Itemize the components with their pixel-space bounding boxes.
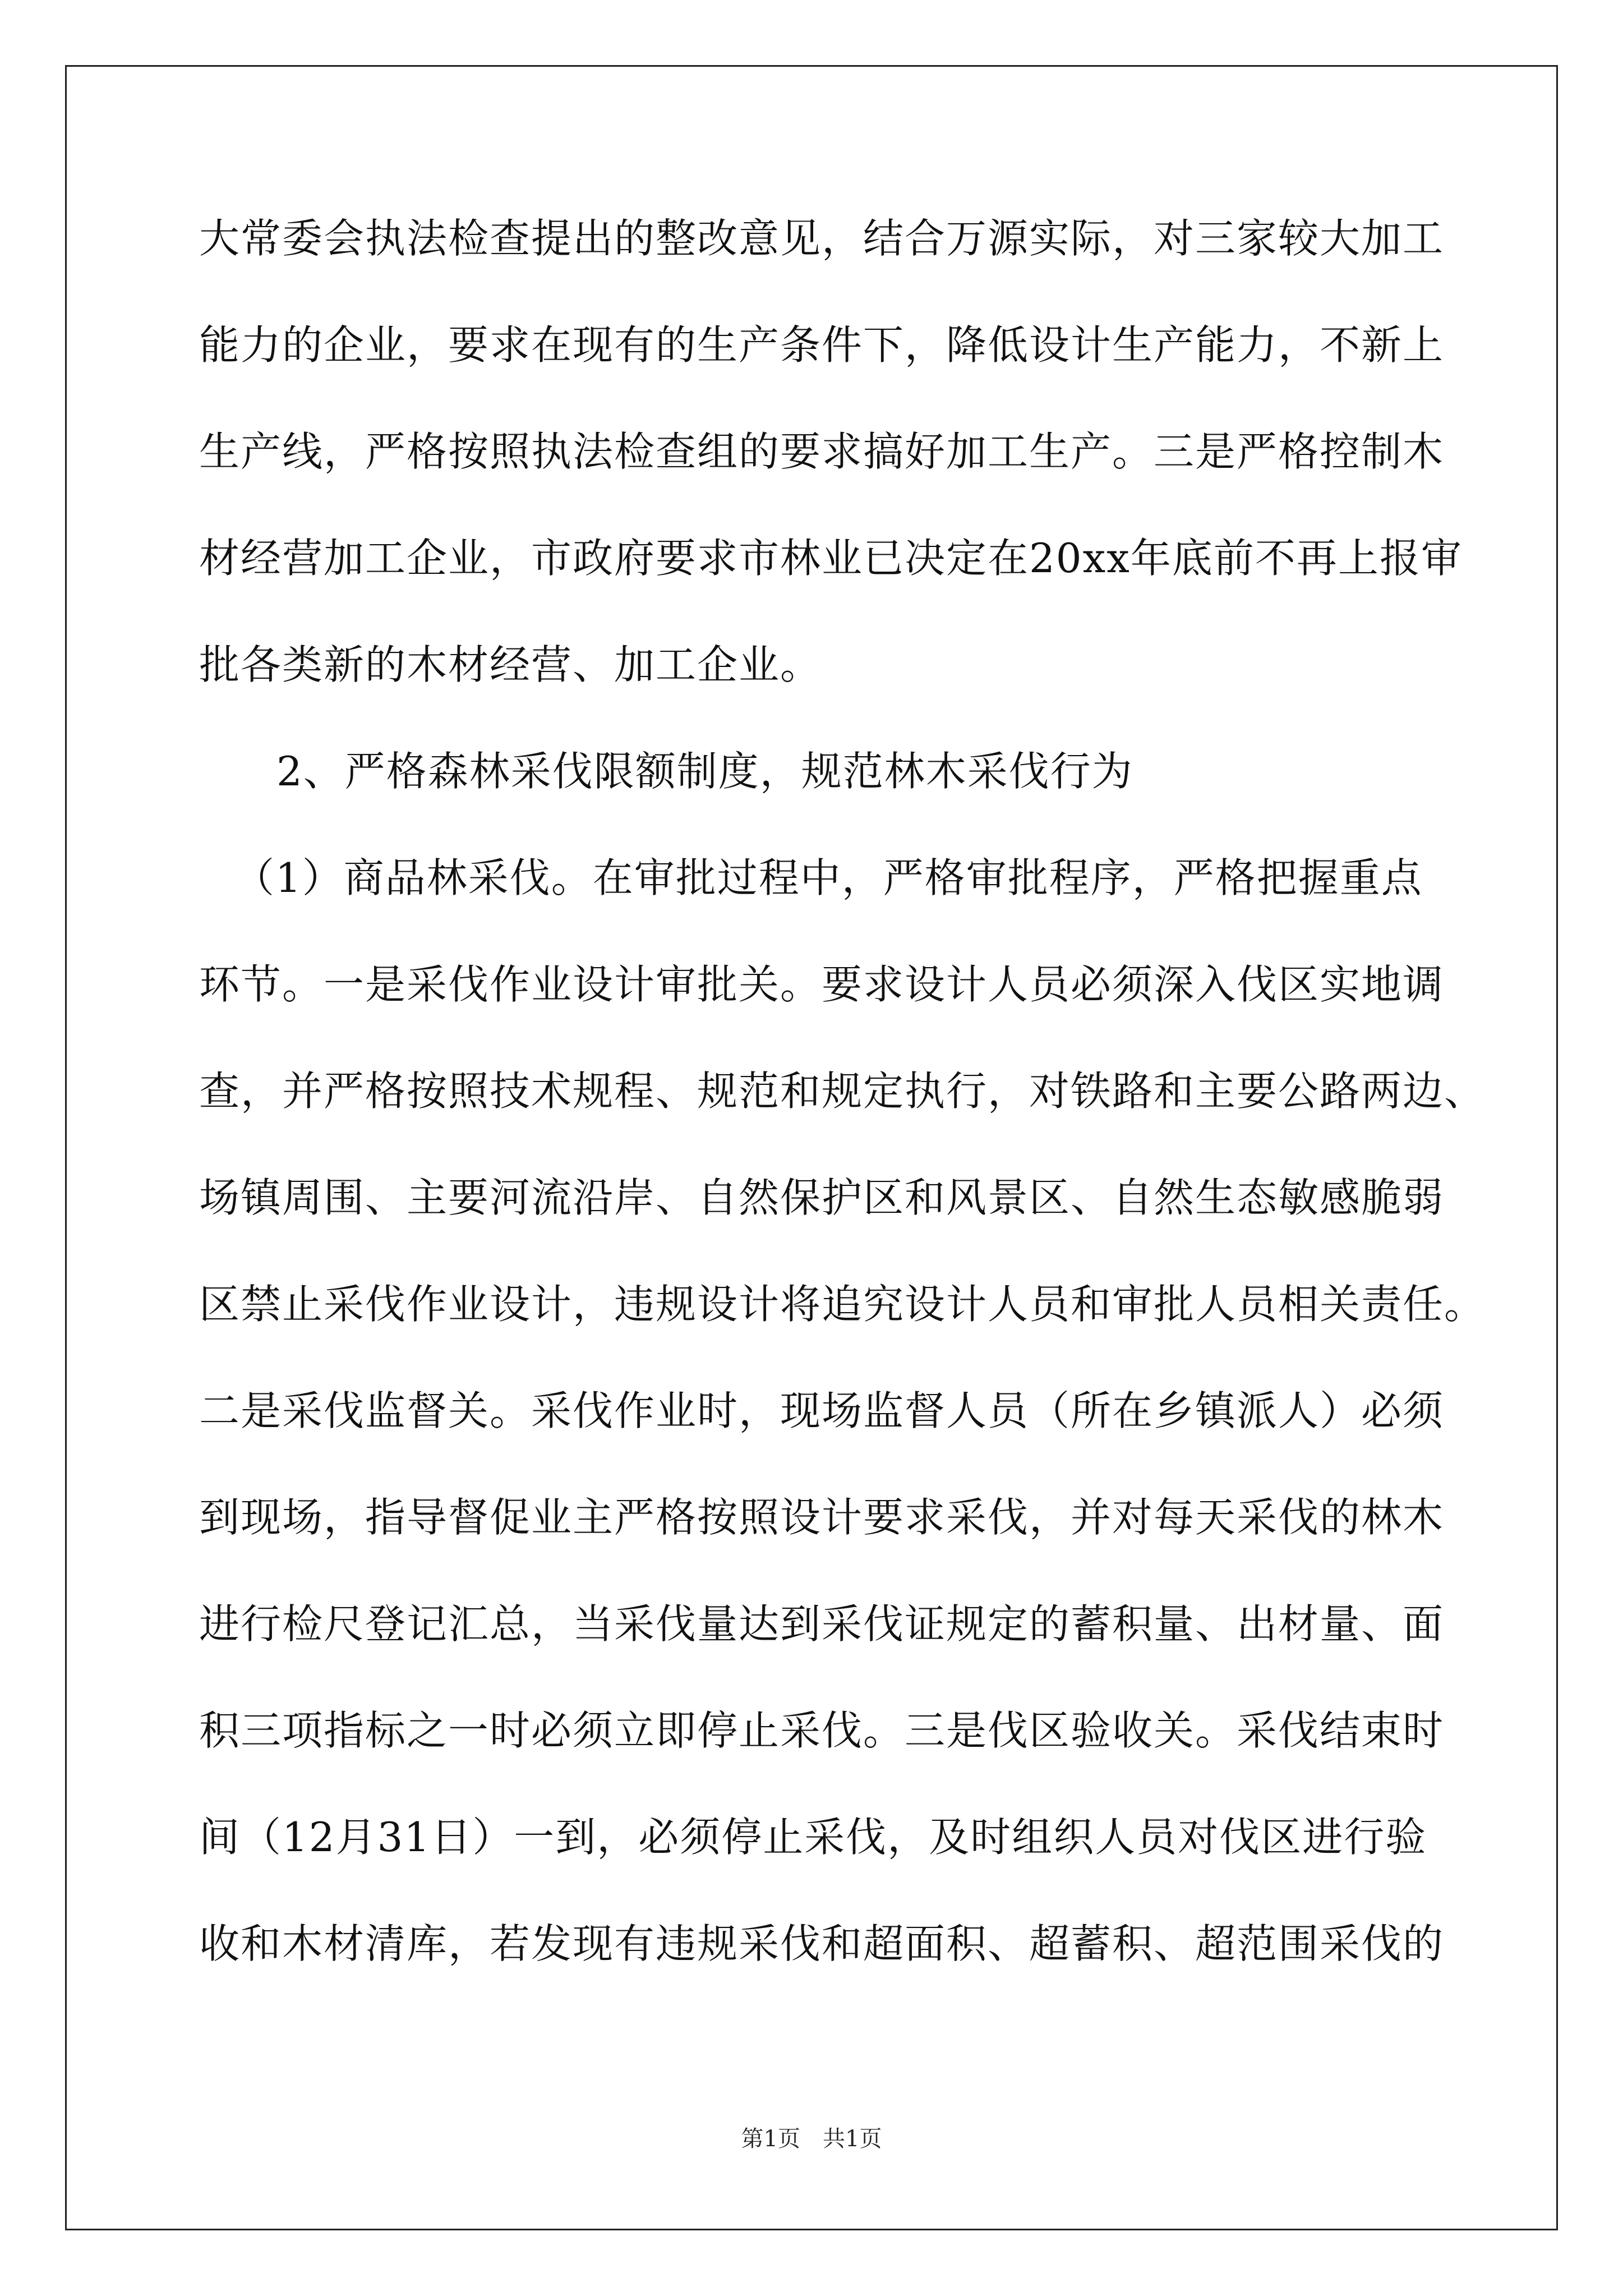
text-line: 进行检尺登记汇总，当采伐量达到采伐证规定的蓄积量、出材量、面 (199, 1600, 1445, 1648)
text-line: 间（12月31日）一到，必须停止采伐，及时组织人员对伐区进行验 (199, 1814, 1427, 1861)
text-line: 二是采伐监督关。采伐作业时，现场监督人员（所在乡镇派人）必须 (199, 1387, 1445, 1434)
page-border (65, 65, 1558, 2230)
page-footer: 第1页 共1页 (741, 2126, 882, 2152)
text-line: 查，并严格按照技术规程、规范和规定执行，对铁路和主要公路两边、 (199, 1068, 1486, 1115)
text-line: 场镇周围、主要河流沿岸、自然保护区和风景区、自然生态敏感脆弱 (199, 1174, 1445, 1221)
text-line: （1）商品林采伐。在审批过程中，严格审批程序，严格把握重点 (234, 854, 1423, 901)
text-line: 生产线，严格按照执法检查组的要求搞好加工生产。三是严格控制木 (199, 428, 1445, 475)
section-heading: 2、严格森林采伐限额制度，规范林木采伐行为 (276, 748, 1133, 795)
text-line: 能力的企业，要求在现有的生产条件下，降低设计生产能力，不新上 (199, 321, 1445, 369)
text-line: 批各类新的木材经营、加工企业。 (199, 641, 822, 688)
text-line: 到现场，指导督促业主严格按照设计要求采伐，并对每天采伐的林木 (199, 1494, 1445, 1541)
text-line: 材经营加工企业，市政府要求市林业已决定在20xx年底前不再上报审 (199, 535, 1463, 582)
text-line: 区禁止采伐作业设计，违规设计将追究设计人员和审批人员相关责任。 (199, 1281, 1486, 1328)
text-line: 环节。一是采伐作业设计审批关。要求设计人员必须深入伐区实地调 (199, 961, 1445, 1008)
text-line: 收和木材清库，若发现有违规采伐和超面积、超蓄积、超范围采伐的 (199, 1920, 1445, 1967)
text-line: 大常委会执法检查提出的整改意见，结合万源实际，对三家较大加工 (199, 215, 1445, 262)
text-line: 积三项指标之一时必须立即停止采伐。三是伐区验收关。采伐结束时 (199, 1707, 1445, 1754)
